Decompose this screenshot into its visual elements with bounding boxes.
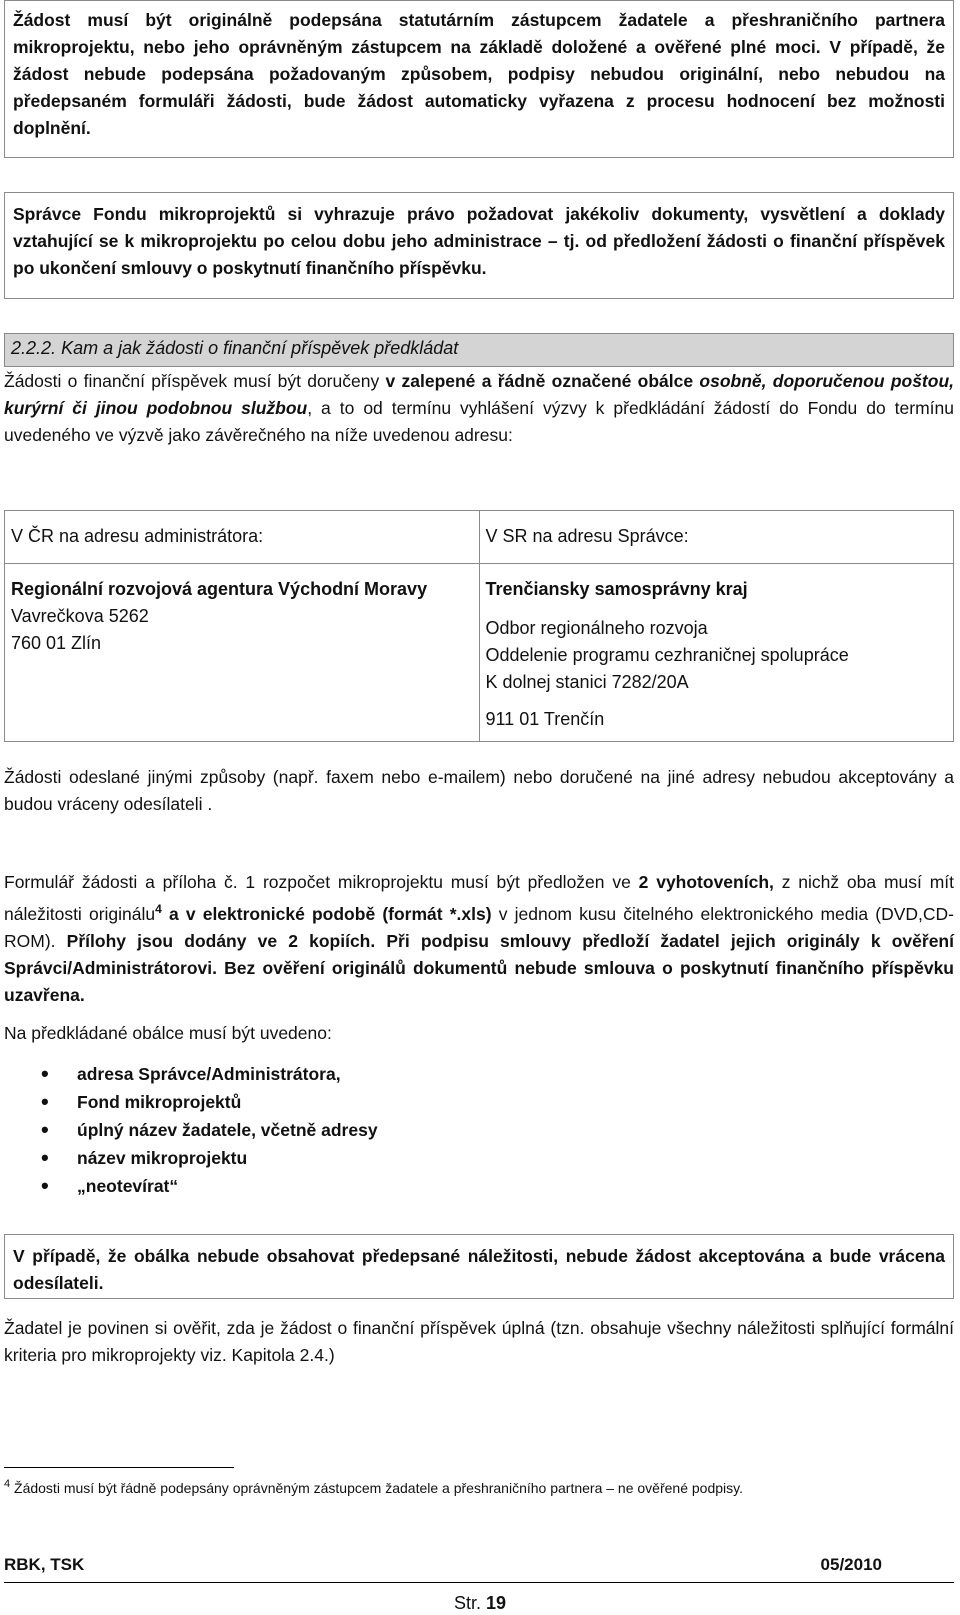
completeness-paragraph: Žadatel je povinen si ověřit, zda je žádost o finanční příspěvek úplná (tzn. obsahuje všechny náležitosti splňující formální kriteria pro mikroprojekty viz. Kapitola 2.4.): [4, 1318, 954, 1365]
section-heading: [4, 333, 954, 367]
footnote-mark: 4: [4, 1478, 11, 1490]
envelope-warning-text: V případě, že obálka nebude obsahovat předepsané náležitosti, nebude žádost akceptována a bude vrácena odesílateli.: [13, 1246, 945, 1293]
submission-paragraph: Žádosti o finanční příspěvek musí být doručeny v zalepené a řádně označené obálce osobně, doporučenou poštou, kurýrní či jinou podobnou službou, a to od termínu vyhlášení výzvy k předkládání žádostí do Fondu do termínu uvedeného ve výzvě jako závěrečného na níže uvedenou adresu:: [4, 371, 955, 445]
cz-address-label-cell: V ČR na adresu administrátora:: [5, 511, 480, 564]
list-item: • „neotevírat“: [4, 1172, 954, 1200]
rejected-submissions-paragraph: Žádosti odeslané jinými způsoby (např. faxem nebo e-mailem) nebo doručené na jiné adresy nebudou akceptovány a budou vráceny odesílateli .: [4, 767, 954, 814]
list-item: • Fond mikroprojektů: [4, 1088, 954, 1116]
sk-address-cell: [479, 564, 954, 742]
page-footer: [4, 1555, 954, 1575]
footnote: [4, 1478, 743, 1496]
cz-city: 760 01 Zlín: [11, 633, 102, 653]
administrator-rights-box: [4, 192, 954, 299]
administrator-rights-text: Správce Fondu mikroprojektů si vyhrazuje právo požadovat jakékoliv dokumenty, vysvětlení a doklady vztahující se k mikroprojektu po celou dobu jeho administrace – tj. od předložení žádosti o finanční příspěvek po ukončení smlouvy o poskytnutí finančního příspěvku.: [13, 204, 945, 278]
form-copies-paragraph: Formulář žádosti a příloha č. 1 rozpočet mikroprojektu musí být předložen ve 2 vyhotoveních, z nichž oba musí mít náležitosti originálu$^4$ a v elektronické podobě (formát *.xls) v jednom kusu čitelného elektronického media (DVD,CD-ROM). Přílohy jsou dodány ve 2 kopiích. Při podpisu smlouvy předloží žadatel jejich originály k ověření Správci/Administrátorovi. Bez ověření originálů dokumentů nebude smlouva o poskytnutí finančního příspěvku uzavřena.: [4, 872, 955, 1005]
list-item: • adresa Správce/Administrátora,: [4, 1060, 954, 1088]
envelope-intro: Na předkládané obálce musí být uvedeno:: [4, 1023, 332, 1043]
cz-address-cell: [5, 564, 480, 742]
section-title: Kam a jak žádosti o finanční příspěvek předkládat: [61, 338, 459, 358]
footer-separator: [4, 1582, 954, 1583]
list-item: • název mikroprojektu: [4, 1144, 954, 1172]
sk-organization: Trenčiansky samosprávny kraj: [485, 579, 748, 599]
list-item: • úplný název žadatele, včetně adresy: [4, 1116, 954, 1144]
sk-street: K dolnej stanici 7282/20A: [485, 672, 689, 692]
address-table: [4, 510, 954, 742]
footer-left: RBK, TSK: [4, 1555, 85, 1574]
envelope-warning-box: [4, 1234, 954, 1299]
footnote-reference: 4: [155, 902, 162, 916]
sk-address-label-cell: V SR na adresu Správce:: [479, 511, 954, 564]
cz-organization: Regionální rozvojová agentura Východní Moravy: [11, 579, 428, 599]
signature-requirement-text: Žádost musí být originálně podepsána statutárním zástupcem žadatele a přeshraničního partnera mikroprojektu, nebo jeho oprávněným zástupcem na základě doložené a ověřené plné moci. V případě, že žádost nebude podepsána požadovaným způsobem, podpisy nebudou originální, nebo nebudou na předepsaném formuláři žádosti, bude žádost automaticky vyřazena z procesu hodnocení bez možnosti doplnění.: [13, 10, 945, 138]
cz-street: Vavrečkova 5262: [11, 606, 149, 626]
envelope-requirements-list: [4, 1060, 954, 1200]
page-number: Str. 19: [453, 1593, 507, 1613]
signature-requirement-box: [4, 0, 954, 158]
section-number: 2.2.2.: [11, 338, 57, 358]
footer-date: 05/2010: [820, 1555, 882, 1574]
footnote-separator: [4, 1467, 234, 1468]
sk-city: 911 01 Trenčín: [485, 709, 605, 729]
footnote-text: Žádosti musí být řádně podepsány oprávněným zástupcem žadatele a přeshraničního partnera – ne ověřené podpisy.: [10, 1480, 743, 1496]
sk-department-2: Oddelenie programu cezhraničnej spolupráce: [485, 645, 849, 665]
sk-department: Odbor regionálneho rozvoja: [485, 618, 708, 638]
